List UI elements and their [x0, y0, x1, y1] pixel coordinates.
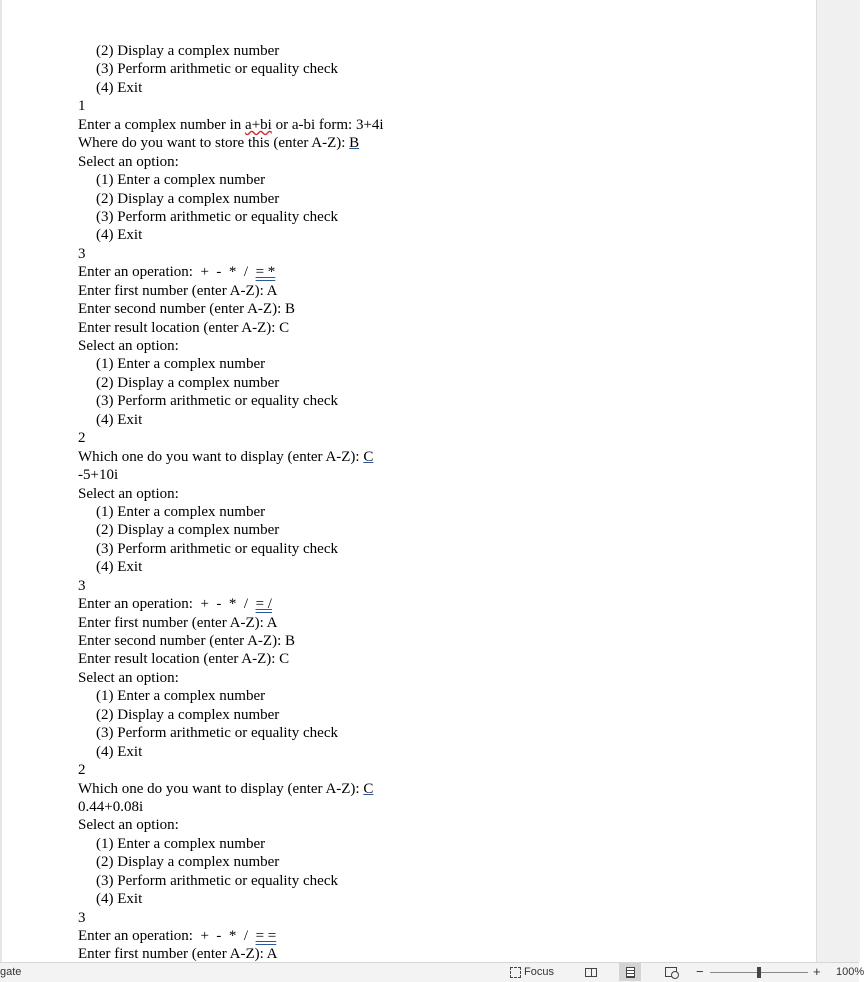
- line-text: Select an option:: [78, 153, 179, 170]
- document-line: [78, 761, 778, 779]
- print-layout-button[interactable]: [619, 963, 641, 981]
- status-text[interactable]: gate: [0, 966, 22, 978]
- zoom-slider-thumb[interactable]: [757, 967, 761, 978]
- document-line: [78, 927, 778, 945]
- status-bar: [0, 962, 864, 982]
- document-line: [78, 669, 778, 687]
- document-line: [78, 743, 778, 761]
- line-text: Select an option:: [78, 817, 179, 834]
- line-text: Enter first number (enter A-Z): A: [78, 282, 278, 299]
- line-text: 2: [78, 430, 86, 447]
- line-text: (3) Perform arithmetic or equality check: [96, 208, 338, 225]
- line-text: Which one do you want to display (enter A-Z):: [78, 780, 364, 797]
- line-text: (4) Exit: [96, 891, 143, 908]
- document-line: [78, 614, 778, 632]
- line-text: (1) Enter a complex number: [96, 688, 266, 705]
- document-line: [78, 337, 778, 355]
- line-text: Which one do you want to display (enter A-Z):: [78, 448, 364, 465]
- document-line: [78, 540, 778, 558]
- line-text: (1) Enter a complex number: [96, 835, 266, 852]
- line-text: Enter result location (enter A-Z): C: [78, 651, 290, 668]
- document-line: [78, 558, 778, 576]
- line-text: (3) Perform arithmetic or equality check: [96, 725, 338, 742]
- line-text: Enter second number (enter A-Z): B: [78, 633, 296, 649]
- document-line: [78, 835, 778, 853]
- document-line: [78, 890, 778, 908]
- line-text: Enter an operation: + - * /: [78, 596, 256, 613]
- zoom-out-button[interactable]: −: [696, 964, 704, 979]
- document-line: [78, 282, 778, 300]
- document-line: [78, 650, 778, 668]
- line-text: (3) Perform arithmetic or equality check: [96, 393, 338, 410]
- marked-text: = /: [255, 596, 272, 613]
- line-text: 3: [78, 245, 86, 262]
- marked-text: = =: [255, 928, 277, 944]
- line-text: (4) Exit: [96, 559, 143, 576]
- marked-text: B: [349, 135, 360, 152]
- document-line: [78, 577, 778, 595]
- document-line: [78, 355, 778, 373]
- line-text: (2) Display a complex number: [96, 190, 280, 207]
- line-text: Select an option:: [78, 485, 179, 502]
- document-line: [78, 687, 778, 705]
- document-line: [78, 872, 778, 890]
- line-text: (2) Display a complex number: [96, 522, 280, 539]
- document-line: [78, 595, 778, 613]
- print-layout-icon: [626, 967, 635, 978]
- vertical-scrollbar[interactable]: [816, 0, 860, 962]
- line-text: Enter a complex number in: [78, 116, 246, 133]
- document-line: [78, 263, 778, 281]
- document-line: [78, 79, 778, 97]
- document-text[interactable]: [78, 42, 778, 964]
- document-line: [78, 706, 778, 724]
- line-text: Select an option:: [78, 669, 179, 686]
- document-line: [78, 466, 778, 484]
- line-text: (3) Perform arithmetic or equality check: [96, 540, 338, 557]
- focus-mode-button[interactable]: [510, 964, 554, 980]
- document-line: [78, 42, 778, 60]
- line-text: (4) Exit: [96, 79, 143, 96]
- line-text: (3) Perform arithmetic or equality check: [96, 61, 338, 78]
- marked-text: a+bi: [245, 116, 272, 133]
- document-line: [78, 429, 778, 447]
- document-line: [78, 226, 778, 244]
- web-layout-icon: [665, 967, 677, 977]
- document-line: [78, 485, 778, 503]
- line-text: Where do you want to store this (enter A-Z):: [78, 135, 350, 152]
- document-line: [78, 153, 778, 171]
- line-text: (2) Display a complex number: [96, 706, 280, 723]
- line-text: (1) Enter a complex number: [96, 172, 266, 189]
- document-line: [78, 171, 778, 189]
- line-text: Select an option:: [78, 338, 179, 354]
- line-text: (4) Exit: [96, 411, 143, 428]
- document-line: [78, 116, 778, 134]
- document-line: [78, 798, 778, 816]
- line-text: Enter second number (enter A-Z): B: [78, 301, 296, 318]
- document-line: [78, 97, 778, 115]
- document-line: [78, 190, 778, 208]
- line-text: (2) Display a complex number: [96, 854, 280, 871]
- web-layout-button[interactable]: [660, 963, 682, 981]
- line-text: Enter an operation: + - * /: [78, 264, 256, 281]
- document-line: [78, 503, 778, 521]
- line-text: (4) Exit: [96, 743, 143, 760]
- document-line: [78, 411, 778, 429]
- line-text: Enter an operation: + - * /: [78, 928, 256, 944]
- document-line: [78, 245, 778, 263]
- line-text: (2) Display a complex number: [96, 374, 280, 391]
- read-mode-button[interactable]: [580, 963, 602, 981]
- document-line: [78, 208, 778, 226]
- zoom-in-button[interactable]: +: [813, 964, 821, 979]
- document-line: [78, 134, 778, 152]
- line-text: 2: [78, 762, 86, 779]
- line-text: -5+10i: [78, 467, 119, 484]
- document-line: [78, 816, 778, 834]
- focus-icon: [510, 967, 521, 978]
- line-text: (2) Display a complex number: [96, 43, 280, 59]
- document-line: [78, 632, 778, 650]
- line-text: (1) Enter a complex number: [96, 356, 266, 373]
- document-line: [78, 60, 778, 78]
- marked-text: C: [363, 780, 374, 797]
- line-text: 1: [78, 98, 86, 115]
- document-line: [78, 392, 778, 410]
- document-line: [78, 909, 778, 927]
- line-text: 3: [78, 909, 86, 926]
- marked-text: C: [363, 448, 374, 465]
- focus-label: Focus: [524, 966, 554, 978]
- zoom-level[interactable]: 100%: [836, 966, 864, 978]
- document-line: [78, 448, 778, 466]
- line-text: (4) Exit: [96, 227, 143, 244]
- line-text: Enter first number (enter A-Z): A: [78, 946, 278, 963]
- document-line: [78, 300, 778, 318]
- document-line: [78, 724, 778, 742]
- line-text: 3: [78, 577, 86, 594]
- read-mode-icon: [585, 968, 597, 977]
- document-line: [78, 319, 778, 337]
- line-text: (3) Perform arithmetic or equality check: [96, 872, 338, 889]
- document-line: [78, 853, 778, 871]
- line-text: Enter first number (enter A-Z): A: [78, 614, 278, 631]
- line-text: 0.44+0.08i: [78, 798, 144, 815]
- line-text: Enter result location (enter A-Z): C: [78, 319, 290, 336]
- document-line: [78, 780, 778, 798]
- document-page[interactable]: [2, 0, 816, 962]
- marked-text: = *: [255, 264, 276, 281]
- line-text: or a-bi form: 3+4i: [271, 116, 384, 133]
- line-text: (1) Enter a complex number: [96, 503, 266, 520]
- document-line: [78, 374, 778, 392]
- document-line: [78, 521, 778, 539]
